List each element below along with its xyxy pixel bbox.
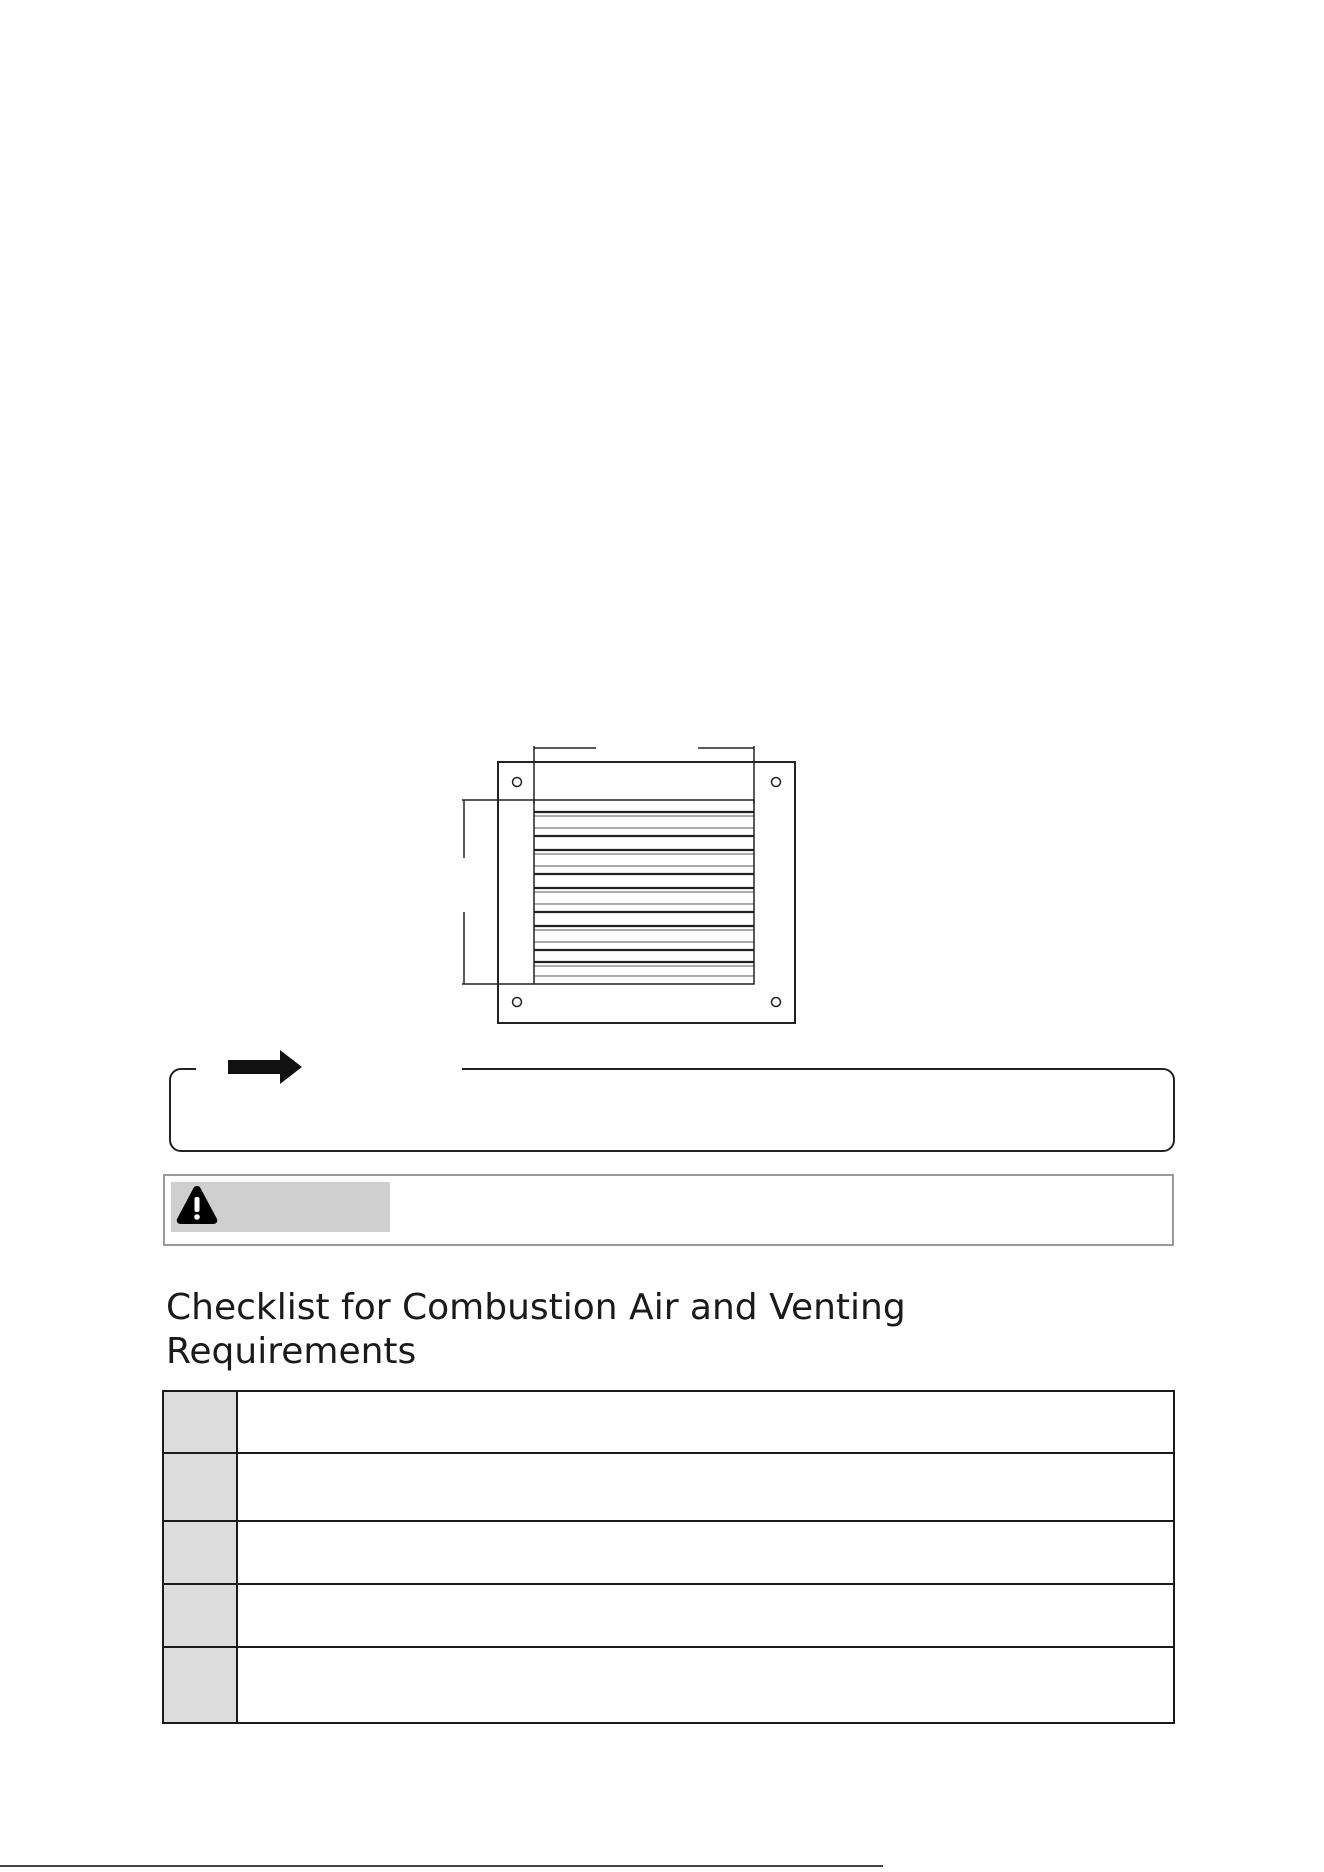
checklist-checkbox-cell[interactable]	[163, 1391, 237, 1453]
screw-hole	[772, 998, 781, 1007]
width-dimension-line	[534, 746, 754, 804]
footer-rule	[0, 1865, 883, 1867]
checklist-row	[163, 1521, 1174, 1584]
checklist-item-text	[237, 1584, 1174, 1647]
checklist-item-text	[237, 1391, 1174, 1453]
checklist-item-text	[237, 1647, 1174, 1723]
checklist-row	[163, 1453, 1174, 1521]
checklist-heading	[166, 1286, 1166, 1374]
louver-slats	[534, 812, 754, 976]
screw-hole	[513, 998, 522, 1007]
checklist-heading-line2: Requirements	[166, 1331, 417, 1372]
warning-triangle-icon	[175, 1184, 219, 1226]
checklist-table	[162, 1390, 1175, 1724]
checklist-row	[163, 1647, 1174, 1723]
right-arrow-icon	[228, 1050, 304, 1084]
checklist-checkbox-cell[interactable]	[163, 1521, 237, 1584]
screw-hole	[513, 778, 522, 787]
checklist-row	[163, 1391, 1174, 1453]
checklist-checkbox-cell[interactable]	[163, 1453, 237, 1521]
vent-louver-diagram	[458, 740, 808, 1040]
checklist-checkbox-cell[interactable]	[163, 1584, 237, 1647]
screw-hole	[772, 778, 781, 787]
checklist-item-text	[237, 1521, 1174, 1584]
checklist-row	[163, 1584, 1174, 1647]
checklist-checkbox-cell[interactable]	[163, 1647, 237, 1723]
note-box	[169, 1068, 1175, 1152]
checklist-item-text	[237, 1453, 1174, 1521]
checklist-heading-line1: Checklist for Combustion Air and Venting	[166, 1287, 906, 1328]
